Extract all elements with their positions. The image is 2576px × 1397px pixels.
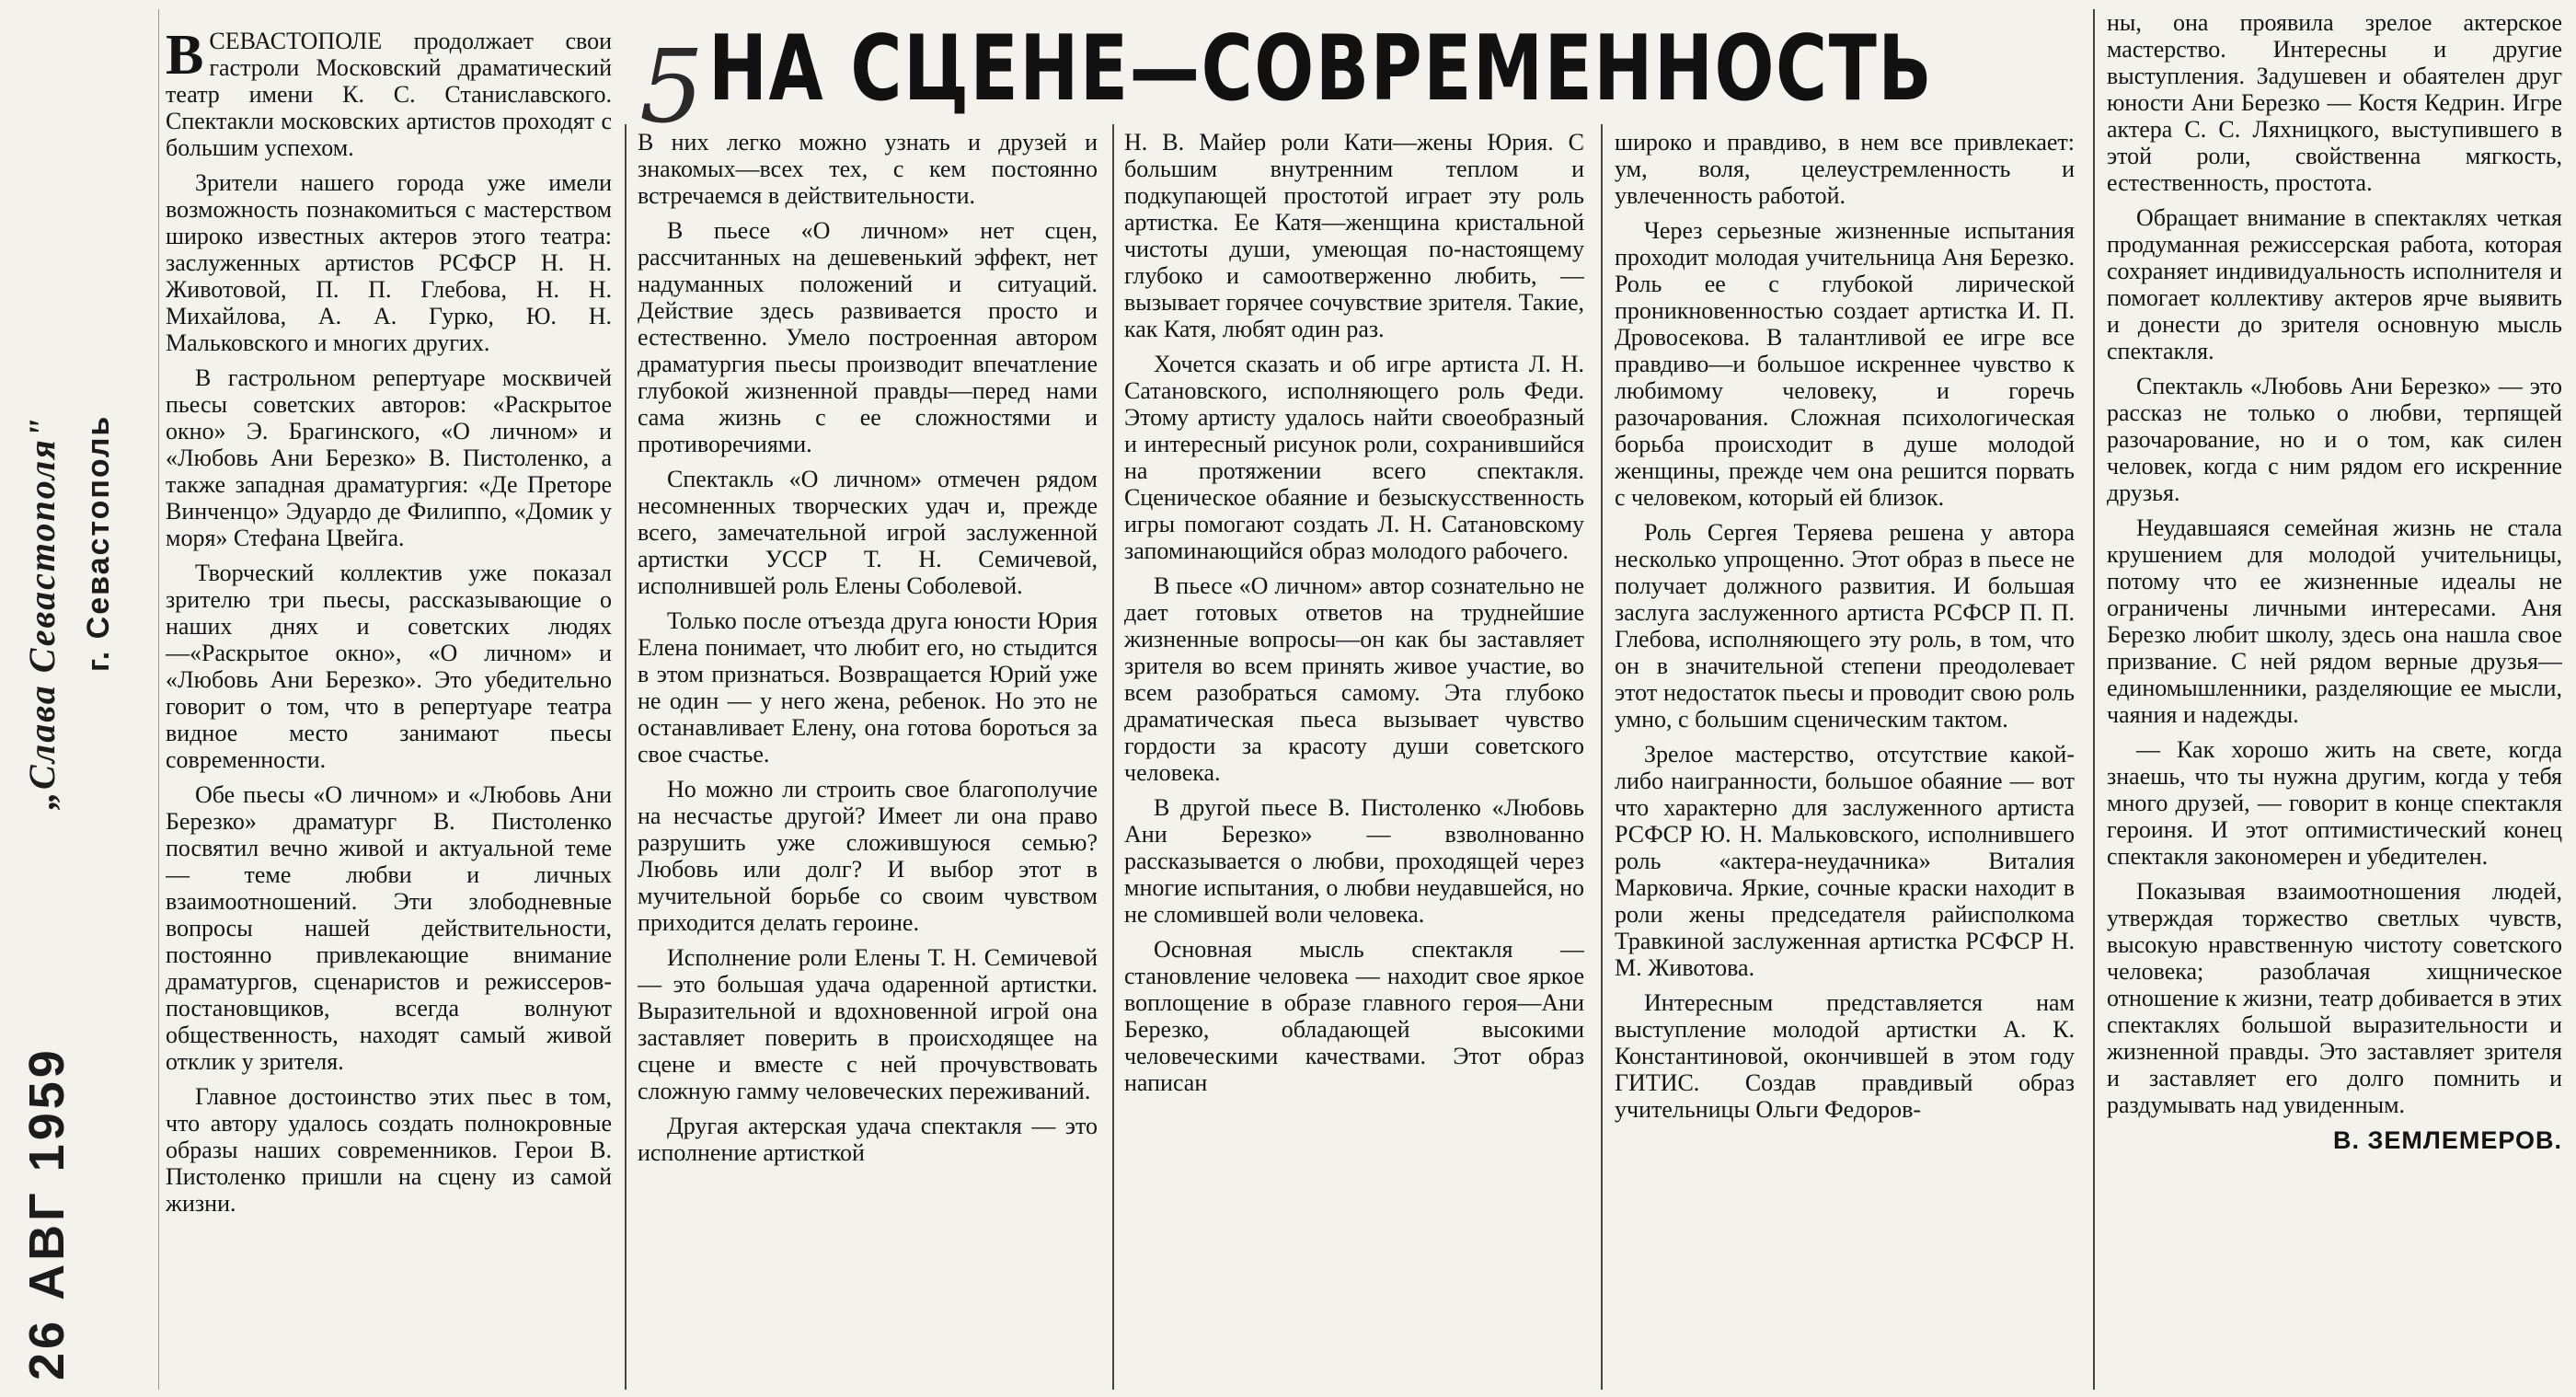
paragraph: Но можно ли строить свое благополучие на несчастье другой? Имеет ли она право разрушить уже сложившуюся семью? Любовь или долг? И выбор этот в мучительной борьбе со своим чувством приходится делать героине. bbox=[638, 776, 1098, 936]
author-signature: В. ЗЕМЛЕМЕРОВ. bbox=[2332, 1126, 2562, 1154]
article-column-5 bbox=[2107, 9, 2562, 1388]
paragraph: Зрелое мастерство, отсутствие какой-либо наигранности, большое обаяние — вот что характерно для заслуженного артиста РСФСР Ю. Н. Мальковского, исполнившего роль «актера-неудачника» Виталия Марковича. Яркие, сочные краски находит в роли жены председателя райисполкома Травкиной заслуженная артистка РСФСР Н. М. Животова. bbox=[1615, 741, 2075, 981]
newspaper-name-stamp: „Слава Севастополя" bbox=[21, 415, 63, 810]
paragraph: Интересным представляется нам выступление молодой артистки А. К. Константиновой, окончившей в этом году ГИТИС. Создав правдивый образ учительницы Ольги Федоров- bbox=[1615, 989, 2075, 1123]
paragraph: В пьесе «О личном» автор сознательно не дает готовых ответов на труднейшие жизненные вопросы—он как бы заставляет зрителя во всем принять живое участие, во всем разобраться самому. Эта глубоко драматическая пьеса вызывает чувство гордости за красоту души советского человека. bbox=[1124, 572, 1584, 786]
paragraph: широко и правдиво, в нем все привлекает: ум, воля, целеустремленность и увлеченность работой. bbox=[1615, 129, 2075, 209]
lead-text: СЕВАСТОПОЛЕ продолжает свои гастроли Московский драматический театр имени К. С. Станиславского. Спектакли московских артистов проходят с большим успехом. bbox=[166, 28, 612, 161]
paragraph: Хочется сказать и об игре артиста Л. Н. Сатановского, исполняющего роль Феди. Этому артисту удалось найти своеобразный и интересный рисунок роли, сохранившийся на протяжении всего спектакля. Сценическое обаяние и безыскусственность игры помогают создать Л. Н. Сатановскому запоминающийся образ молодого рабочего. bbox=[1124, 351, 1584, 564]
handwritten-mark: 5 bbox=[639, 28, 704, 145]
article-headline: НА СЦЕНЕ—СОВРЕМЕННОСТЬ bbox=[708, 17, 1934, 121]
article-column-2 bbox=[638, 129, 1098, 1390]
article-column-1 bbox=[166, 28, 612, 1388]
paragraph: В пьесе «О личном» нет сцен, рассчитанных на дешевенький эффект, нет надуманных положений и ситуаций. Действие здесь развивается просто и естественно. Умело построенная автором драматургия пьесы производит впечатление глубокой жизненной правды—перед нами сама жизнь с ее сложностями и противоречиями. bbox=[638, 217, 1098, 457]
column-rule bbox=[2093, 9, 2095, 1390]
article-column-4 bbox=[1615, 129, 2075, 1390]
paragraph: Главное достоинство этих пьес в том, что автору удалось создать полнокровные образы наших современников. Герои В. Пистоленко пришли на сцену из самой жизни. bbox=[166, 1083, 612, 1217]
paragraph: В другой пьесе В. Пистоленко «Любовь Ани Березко» — взволнованно рассказывается о любви, проходящей через многие испытания, о любви неудавшейся, но не сломившей воли человека. bbox=[1124, 794, 1584, 928]
paragraph: Спектакль «О личном» отмечен рядом несомненных творческих удач и, прежде всего, замечательной игрой заслуженной артистки УССР Т. Н. Семичевой, исполнившей роль Елены Соболевой. bbox=[638, 466, 1098, 599]
article-lead bbox=[166, 28, 612, 161]
paragraph: Творческий коллектив уже показал зрителю три пьесы, рассказывающие о наших днях и советских людях—«Раскрытое окно», «О личном» и «Любовь Ани Березко». Это убедительно говорит о том, что в репертуаре театра видное место занимают пьесы современности. bbox=[166, 560, 612, 773]
paragraph: Другая актерская удача спектакля — это исполнение артисткой bbox=[638, 1113, 1098, 1166]
paragraph: Обращает внимание в спектаклях четкая продуманная режиссерская работа, которая сохраняет индивидуальность исполнителя и помогает коллективу актеров ярче выявить и донести до зрителя основную мысль спектакля. bbox=[2107, 204, 2562, 364]
margin-rule bbox=[158, 9, 159, 1390]
drop-cap: В bbox=[166, 28, 204, 87]
paragraph: Зрители нашего города уже имели возможность познакомиться с мастерством широко известных актеров этого театра: заслуженных артистов РСФСР Н. Н. Животовой, П. П. Глебова, Н. Н. Михайлова, А. А. Гурко, Ю. Н. Мальковского и многих других. bbox=[166, 169, 612, 356]
date-stamp: 26 АВГ 1959 bbox=[19, 1046, 75, 1380]
paragraph: Спектакль «Любовь Ани Березко» — это рассказ не только о любви, терпящей разочарование, но и о том, как силен человек, когда с ним рядом его искренние друзья. bbox=[2107, 373, 2562, 506]
paragraph: Основная мысль спектакля — становление человека — находит свое яркое воплощение в образе главного героя—Ани Березко, обладающей высокими человеческими качествами. Этот образ написан bbox=[1124, 936, 1584, 1096]
paragraph: ны, она проявила зрелое актерское мастерство. Интересны и другие выступления. Задушевен и обаятелен друг юности Ани Березко — Костя Кедрин. Игре актера С. С. Ляхницкого, выступившего в этой роли, свойственна мягкость, естественность, простота. bbox=[2107, 9, 2562, 196]
paragraph: Исполнение роли Елены Т. Н. Семичевой — это большая удача одаренной артистки. Выразительной и вдохновенной игрой она заставляет поверить в происходящее на сцене и вместе с ней прочувствовать сложную гамму человеческих переживаний. bbox=[638, 944, 1098, 1104]
paragraph: Обе пьесы «О личном» и «Любовь Ани Березко» драматург В. Пистоленко посвятил вечно живой и актуальной теме — теме любви и личных взаимоотношений. Эти злободневные вопросы нашей действительности, постоянно привлекающие внимание драматургов, сценаристов и режиссеров-постановщиков, всегда волнуют общественность, находят самый живой отклик у зрителя. bbox=[166, 781, 612, 1075]
paragraph: Через серьезные жизненные испытания проходит молодая учительница Аня Березко. Роль ее с глубокой лирической проникновенностью создает артистка И. П. Дровосекова. В талантливой ее игре все правдиво—и большое искреннее чувство к любимому человеку, и горечь разочарования. Сложная психологическая борьба происходит в душе молодой женщины, прежде чем она решится порвать с человеком, который ей близок. bbox=[1615, 217, 2075, 511]
paragraph: — Как хорошо жить на свете, когда знаешь, что ты нужна другим, когда у тебя много друзей, — говорит в конце спектакля героиня. И этот оптимистический конец спектакля закономерен и убедителен. bbox=[2107, 736, 2562, 870]
paragraph: Н. В. Майер роли Кати—жены Юрия. С большим внутренним теплом и подкупающей простотой играет эту роль артистка. Ее Катя—женщина кристальной чистоты души, умеющая по-настоящему глубоко и самоотверженно любить, — вызывает горячее сочувствие зрителя. Такие, как Катя, любят один раз. bbox=[1124, 129, 1584, 342]
paragraph: Только после отъезда друга юности Юрия Елена понимает, что любит его, но стыдится в этом признаться. Возвращается Юрий уже не один — у него жена, ребенок. Но это не останавливает Елену, она готова бороться за свое счастье. bbox=[638, 607, 1098, 768]
paragraph: Неудавшаяся семейная жизнь не стала крушением для молодой учительницы, потому что ее жизненные идеалы не ограничены личными интересами. Аня Березко любит школу, здесь она нашла свое призвание. С ней рядом верные друзья—единомышленники, разделяющие ее мысли, чаяния и надежды. bbox=[2107, 514, 2562, 728]
column-rule bbox=[1112, 124, 1114, 1390]
column-rule bbox=[625, 124, 627, 1390]
paragraph: В гастрольном репертуаре москвичей пьесы советских авторов: «Раскрытое окно» Э. Брагинского, «О личном» и «Любовь Ани Березко» В. Пистоленко, а также западная драматургия: «Де Преторе Винченцо» Эдуардо де Филиппо, «Домик у моря» Стефана Цвейга. bbox=[166, 364, 612, 551]
paragraph: Роль Сергея Теряева решена у автора несколько упрощенно. Этот образ в пьесе не получает должного развития. И большая заслуга заслуженного артиста РСФСР П. П. Глебова, исполняющего эту роль, в том, что он в значительной степени преодолевает этот недостаток пьесы и проводит свою роль умно, с большим сценическим тактом. bbox=[1615, 519, 2075, 733]
paragraph: Показывая взаимоотношения людей, утверждая торжество светлых чувств, высокую нравственную чистоту советского человека; разоблачая хищническое отношение к жизни, театр добивается в этих спектаклях большой выразительности и жизненной правды. Это заставляет зрителя и заставляет его долго помнить и раздумывать над увиденным. bbox=[2107, 878, 2562, 1118]
city-stamp: г. Севастополь bbox=[81, 414, 116, 672]
paragraph: В них легко можно узнать и друзей и знакомых—всех тех, с кем постоянно встречаемся в действительности. bbox=[638, 129, 1098, 209]
article-column-3 bbox=[1124, 129, 1584, 1390]
column-rule bbox=[1601, 124, 1603, 1390]
